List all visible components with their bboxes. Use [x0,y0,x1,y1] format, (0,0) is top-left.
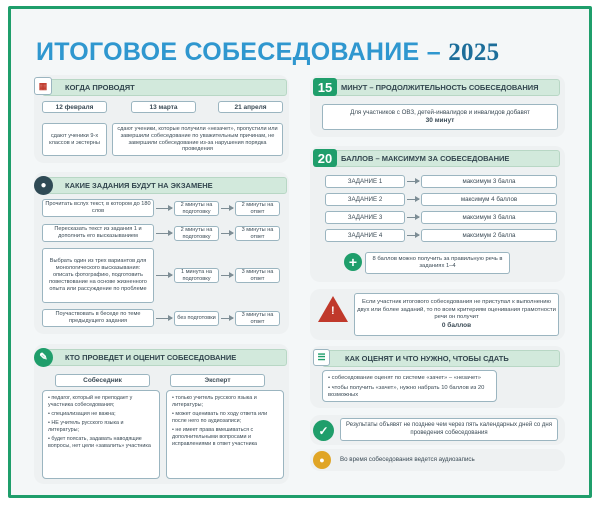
score-task-4: ЗАДАНИЕ 4 [325,229,405,242]
plus-icon: + [344,253,362,271]
expert-title: Эксперт [170,374,265,387]
results-note: Результаты объявят не позднее чем через пять календарных дней со дня проведения собеседования [340,418,558,441]
page-title: ИТОГОВОЕ СОБЕСЕДОВАНИЕ – 2025 [36,38,500,66]
score-task-2: ЗАДАНИЕ 2 [325,193,405,206]
score-task-1: ЗАДАНИЕ 1 [325,175,405,188]
score-max-2: максимум 4 баллов [421,193,557,206]
prep-4: без подготовки [174,311,219,326]
scores-header: БАЛЛОВ – МАКСИМУМ ЗА СОБЕСЕДОВАНИЕ [330,150,560,167]
calendar-icon: ▦ [34,77,52,95]
arrow-icon [221,208,233,209]
prep-1: 2 минуты на подготовку [174,201,219,216]
date-3: 21 апреля [218,101,283,113]
warning-note: Если участник итогового собеседования не приступал к выполнению двух или более заданий, то по всем критериям оценивания грамотности речи он получит 0 баллов [354,293,559,336]
arrow-icon [156,233,172,234]
document-icon: ☰ [313,349,330,366]
answer-2: 3 минуты на ответ [235,226,280,241]
arrow-icon [407,217,419,218]
duration-note: Для участников с ОВЗ, детей-инвалидов и инвалидов добавят 30 минут [322,104,558,130]
date-1: 12 февраля [42,101,107,113]
task-4: Поучаствовать в беседе по теме предыдущего задания [42,309,154,327]
arrow-icon [221,318,233,319]
arrow-icon [156,208,172,209]
interlocutor-title: Собеседник [55,374,150,387]
arrow-icon [221,275,233,276]
task-1: Прочитать вслух текст, в котором до 180 слов [42,199,154,217]
warning-mark: ! [331,305,335,317]
score-max-4: максимум 2 балла [421,229,557,242]
score-task-3: ЗАДАНИЕ 3 [325,211,405,224]
who-retake: сдают ученики, которые получили «незачет», пропустили или завершили собеседование по уважительным причинам, не завершили собеседование из-за нарушения порядка проведения [112,123,283,156]
grading-list: • собеседование оценят по системе «зачет» – «незачет» • чтобы получить «зачет», нужно набрать 10 баллов из 20 возможных [322,370,497,402]
prep-3: 1 минута на подготовку [174,268,219,283]
recording-note: Во время собеседования ведется аудиозапись [340,456,475,463]
checklist-icon: ✎ [34,348,53,367]
checkmark-icon: ✓ [313,420,334,441]
score-max-1: максимум 3 балла [421,175,557,188]
when-header: КОГДА ПРОВОДЯТ [42,79,287,96]
answer-1: 2 минуты на ответ [235,201,280,216]
arrow-icon [156,318,172,319]
tasks-header: КАКИЕ ЗАДАНИЯ БУДУТ НА ЭКЗАМЕНЕ [42,177,287,194]
scores-number: 20 [313,149,337,167]
arrow-icon [407,199,419,200]
arrow-icon [221,233,233,234]
arrow-icon [407,181,419,182]
task-3: Выбрать один из трех вариантов для монологического высказывания: описать фотографию, подготовить повествование на основе жизненного опыта или рассуждение по проблеме [42,248,154,303]
student-icon: ● [34,176,53,195]
duration-number: 15 [313,78,337,96]
speech-bonus: 8 баллов можно получить за правильную речь в заданиях 1–4 [365,252,510,274]
score-max-3: максимум 3 балла [421,211,557,224]
date-2: 13 марта [131,101,196,113]
answer-4: 3 минуты на ответ [235,311,280,326]
arrow-icon [156,275,172,276]
grading-header: КАК ОЦЕНЯТ И ЧТО НУЖНО, ЧТОБЫ СДАТЬ [322,350,560,367]
answer-3: 3 минуты на ответ [235,268,280,283]
prep-2: 2 минуты на подготовку [174,226,219,241]
task-2: Пересказать текст из задания 1 и дополнить его высказыванием [42,224,154,242]
who-main: сдают ученики 9-х классов и экстерны [42,123,107,156]
microphone-icon: ● [313,451,331,469]
arrow-icon [407,235,419,236]
expert-list: • только учитель русского языка и литературы; • может оценивать по ходу ответа или после него по аудиозаписи; • не имеет права вмешиваться с дополнительными вопросами и исправлениями в ответ участника [166,390,284,479]
interlocutor-list: • педагог, который не преподает у участника собеседования; • специализация не важна; • НЕ учитель русского языка и литературы; • будет поясать, задавать наводящие вопросы, нет цели «завалить» участника [42,390,160,479]
duration-header: МИНУТ – ПРОДОЛЖИТЕЛЬНОСТЬ СОБЕСЕДОВАНИЯ [330,79,560,96]
examiners-header: КТО ПРОВЕДЕТ И ОЦЕНИТ СОБЕСЕДОВАНИЕ [42,349,287,366]
